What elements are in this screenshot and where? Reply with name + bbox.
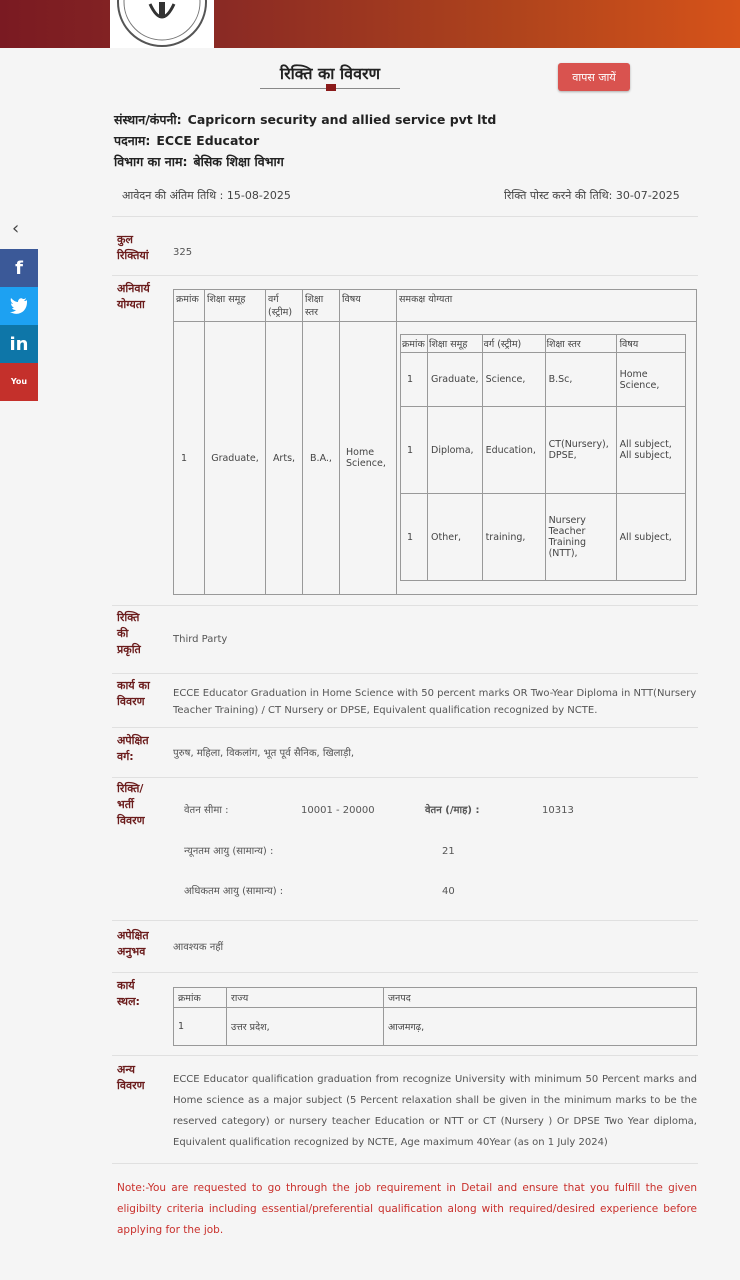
- min-age-label: न्यूनतम आयु (सामान्य) :: [184, 846, 274, 857]
- category-label: अपेक्षित वर्ग:: [117, 734, 149, 763]
- table-cell: Diploma,: [428, 407, 483, 494]
- emblem-logo: [110, 0, 214, 48]
- experience-label: अपेक्षित अनुभव: [117, 929, 149, 958]
- col-header: राज्य: [227, 988, 384, 1008]
- salary-range-value: 10001 - 20000: [301, 805, 375, 816]
- divider: [112, 1163, 698, 1164]
- table-cell: 1: [401, 353, 428, 407]
- qualification-label: अनिवार्य योग्यता: [117, 282, 150, 311]
- table-cell: Education,: [482, 407, 545, 494]
- divider: [112, 972, 698, 973]
- work-label: कार्य का विवरण: [117, 679, 150, 708]
- table-cell: training,: [482, 494, 545, 581]
- table-cell: B.A.,: [303, 322, 340, 595]
- salary-value: 10313: [542, 805, 574, 816]
- youtube-icon[interactable]: You: [0, 363, 38, 401]
- table-cell: Other,: [428, 494, 483, 581]
- max-age-value: 40: [442, 886, 455, 897]
- salary-range-label: वेतन सीमा :: [184, 805, 229, 816]
- col-header: समकक्ष योग्यता: [397, 290, 697, 322]
- col-header: क्रमांक: [174, 988, 227, 1008]
- table-cell: Home Science,: [616, 353, 685, 407]
- linkedin-icon[interactable]: in: [0, 325, 38, 363]
- table-cell: 1: [401, 407, 428, 494]
- col-header: शिक्षा स्तर: [545, 335, 616, 353]
- total-label: कुल रिक्तियां: [117, 233, 149, 262]
- other-value: ECCE Educator qualification graduation from recognize University with minimum 50 Percent marks and Home science as a major subject (5 Percent relaxation shall be given in the minimum marks to be the reserved category) or nursery teacher Education or NTT or CT (Nursery ) Or DPSE Two Year diploma, Equivalent qualification recognized by NCTE, Age maximum 40Year (as on 1 July 2024): [173, 1074, 697, 1148]
- col-header: वर्ग (स्ट्रीम): [482, 335, 545, 353]
- location-table: [173, 987, 697, 1046]
- table-row: [401, 494, 686, 581]
- twitter-icon[interactable]: [0, 287, 38, 325]
- table-cell: Home Science,: [340, 322, 397, 595]
- col-header: क्रमांक: [174, 290, 205, 322]
- divider: [112, 920, 698, 921]
- table-cell: All subject, All subject,: [616, 407, 685, 494]
- col-header: शिक्षा स्तर: [303, 290, 340, 322]
- table-cell: CT(Nursery), DPSE,: [545, 407, 616, 494]
- title-marker: [326, 84, 336, 91]
- divider: [112, 216, 698, 217]
- col-header: जनपद: [384, 988, 697, 1008]
- collapse-chevron-icon[interactable]: ‹: [12, 218, 20, 239]
- work-value: ECCE Educator Graduation in Home Science with 50 percent marks OR Two-Year Diploma in NTT(Nursery Teacher Training) / CT Nursery or DPSE, Equivalent qualification recognized by NCTE.: [173, 688, 697, 716]
- equivalent-cell: [397, 322, 697, 595]
- total-value: 325: [173, 247, 193, 258]
- last-date: आवेदन की अंतिम तिथि : 15-08-2025: [122, 189, 291, 202]
- back-button[interactable]: वापस जायें: [558, 63, 630, 91]
- facebook-icon[interactable]: f: [0, 249, 38, 287]
- qualification-table: [173, 289, 697, 595]
- table-cell: 1: [401, 494, 428, 581]
- divider: [112, 727, 698, 728]
- divider: [112, 605, 698, 606]
- table-cell: उत्तर प्रदेश,: [227, 1008, 384, 1046]
- col-header: शिक्षा समूह: [428, 335, 483, 353]
- col-header: शिक्षा समूह: [205, 290, 266, 322]
- recruitment-label: रिक्ति/ भर्ती विवरण: [117, 782, 145, 827]
- table-cell: Graduate,: [428, 353, 483, 407]
- other-label: अन्य विवरण: [117, 1063, 145, 1092]
- experience-value: आवश्यक नहीं: [173, 942, 224, 953]
- col-header: वर्ग (स्ट्रीम): [266, 290, 303, 322]
- table-cell: B.Sc,: [545, 353, 616, 407]
- nature-label: रिक्ति की प्रकृति: [117, 611, 141, 656]
- table-cell: All subject,: [616, 494, 685, 581]
- table-cell: 1: [174, 322, 205, 595]
- note-text: Note:-You are requested to go through the job requirement in Detail and ensure that you fulfill the given eligibilty criteria including essential/preferential qualification along with required/desired experience before applying for the job.: [117, 1182, 697, 1236]
- min-age-value: 21: [442, 846, 455, 857]
- posted-date: रिक्ति पोस्ट करने की तिथि: 30-07-2025: [504, 189, 680, 202]
- table-row: [401, 353, 686, 407]
- col-header: विषय: [616, 335, 685, 353]
- max-age-label: अधिकतम आयु (सामान्य) :: [184, 886, 284, 897]
- org-line: संस्थान/कंपनी: Capricorn security and allied service pvt ltd: [114, 112, 497, 127]
- table-row: [401, 407, 686, 494]
- table-row: [174, 1008, 697, 1046]
- table-cell: 1: [174, 1008, 227, 1046]
- col-header: विषय: [340, 290, 397, 322]
- nature-value: Third Party: [173, 634, 228, 645]
- table-cell: Arts,: [266, 322, 303, 595]
- page-title: रिक्ति का विवरण: [279, 64, 381, 83]
- divider: [112, 275, 698, 276]
- equivalent-table: [400, 334, 686, 581]
- table-cell: Nursery Teacher Training (NTT),: [545, 494, 616, 581]
- category-value: पुरुष, महिला, विकलांग, भूत पूर्व सैनिक, खिलाड़ी,: [173, 748, 355, 759]
- table-cell: Science,: [482, 353, 545, 407]
- salary-label: वेतन (/माह) :: [425, 805, 480, 816]
- divider: [112, 1055, 698, 1056]
- table-cell: Graduate,: [205, 322, 266, 595]
- table-cell: आजमगढ़,: [384, 1008, 697, 1046]
- dept-line: विभाग का नाम: बेसिक शिक्षा विभाग: [114, 154, 284, 169]
- post-line: पदनाम: ECCE Educator: [114, 133, 260, 148]
- divider: [112, 673, 698, 674]
- col-header: क्रमांक: [401, 335, 428, 353]
- divider: [112, 777, 698, 778]
- location-label: कार्य स्थल:: [117, 979, 140, 1008]
- page-title-block: [260, 62, 400, 84]
